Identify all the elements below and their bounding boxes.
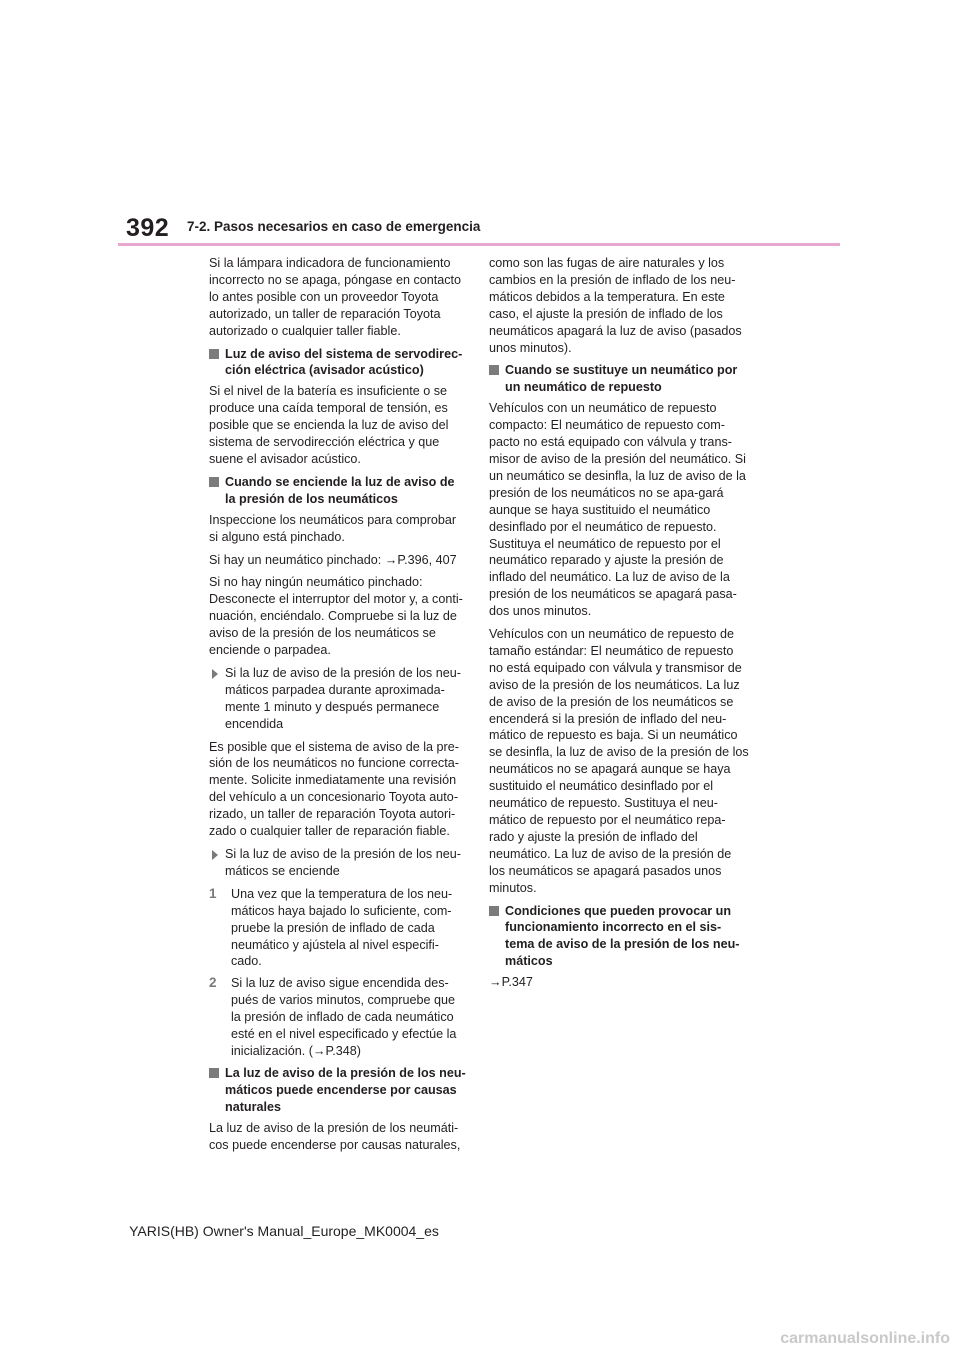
step-1 — [209, 886, 467, 971]
sub-bullet — [209, 846, 467, 880]
footer-manual-id: YARIS(HB) Owner's Manual_Europe_MK0004_es — [129, 1223, 439, 1239]
heading-text: Cuando se sustituye un neumático por un neumático de repuesto — [505, 363, 738, 395]
paragraph: Es posible que el sistema de aviso de la pre-sión de los neumáticos no funcione correcta-mente. Solicite inmediatamente una revisión del vehículo a un concesionario Toyota auto-rizado, un taller de reparación Toyota autori-zado o cualquier taller de reparación fiable. — [209, 739, 459, 839]
heading-text: Luz de aviso del sistema de servodirec-ción eléctrica (avisador acústico) — [225, 346, 463, 378]
triangle-bullet-icon — [212, 669, 218, 679]
paragraph: Si el nivel de la batería es insuficiente o se produce una caída temporal de tensión, es posible que se encienda la luz de aviso del sistema de servodirección eléctrica y que suene el avisador acústico. — [209, 384, 449, 466]
heading-tire-pressure-light — [209, 474, 467, 508]
paragraph: Vehículos con un neumático de repuesto compacto: El neumático de repuesto com-pacto no está equipado con válvula y trans-misor de aviso de la presión del neumático. Si un neumático se desinfla, la luz de aviso de la presión de los neumáticos no se apa-gará aunque se haya sustituido el neumático desinflado por el neumático de repuesto. Sustituya el neumático de repuesto por el neumático reparado y ajuste la presión de inflado del neumático. La luz de aviso de la presión de los neumáticos se apagará pasa-dos unos minutos. — [489, 401, 746, 619]
intro-paragraph: Si la lámpara indicadora de funcionamiento incorrecto no se apaga, póngase en contacto lo antes posible con un proveedor Toyota autorizado, un taller de reparación Toyota autorizado o cualquier taller fiable. — [209, 256, 462, 338]
heading-natural-causes — [209, 1065, 467, 1116]
square-bullet-icon — [209, 349, 219, 359]
heading-text: Cuando se enciende la luz de aviso de la presión de los neumáticos — [225, 474, 455, 506]
step-text: Una vez que la temperatura de los neu-máticos haya bajado lo suficiente, com-pruebe la presión de inflado de cada neumático y ajústela al nivel especifi-cado. — [231, 886, 453, 969]
paragraph: Inspeccione los neumáticos para comprobar si alguno está pinchado. — [209, 512, 457, 544]
watermark: carmanualsonline.info — [780, 1330, 950, 1347]
heading-spare-tire — [489, 362, 749, 396]
heading-text: La luz de aviso de la presión de los neu-máticos puede encenderse por causas naturales — [225, 1065, 466, 1114]
step-2 — [209, 975, 467, 1060]
heading-power-steering — [209, 346, 467, 380]
square-bullet-icon — [489, 365, 499, 375]
section-title: 7-2. Pasos necesarios en caso de emergencia — [187, 219, 481, 234]
page-number: 392 — [126, 214, 170, 242]
paragraph: como son las fugas de aire naturales y los cambios en la presión de inflado de los neu-máticos debidos a la temperatura. En este caso, el ajuste la presión de inflado de los neumáticos apagará la luz de aviso (pasados unos minutos). — [489, 256, 742, 355]
paragraph: La luz de aviso de la presión de los neumáti-cos puede encenderse por causas naturales, — [209, 1120, 461, 1152]
triangle-bullet-icon — [212, 850, 218, 860]
heading-text: Condiciones que pueden provocar un funcionamiento incorrecto en el sis-tema de aviso de la presión de los neu-máticos — [505, 903, 740, 969]
bullet-text: Si la luz de aviso de la presión de los neu-máticos parpadea durante aproximada-mente 1 minuto y después permanece encendida — [225, 665, 461, 731]
square-bullet-icon — [209, 477, 219, 487]
step-text: Si la luz de aviso sigue encendida des-pués de varios minutos, compruebe que la presión de inflado de cada neumático esté en el nivel especificado y efectúe la inicialización. (→P.348) — [231, 976, 457, 1058]
page-reference: →P.347 — [489, 975, 533, 990]
bullet-text: Si la luz de aviso de la presión de los neu-máticos se enciende — [225, 847, 461, 878]
square-bullet-icon — [489, 906, 499, 916]
square-bullet-icon — [209, 1068, 219, 1078]
right-column — [489, 255, 749, 997]
step-number: 2 — [209, 975, 217, 991]
left-column — [209, 255, 467, 1153]
step-number: 1 — [209, 885, 217, 901]
sub-bullet — [209, 665, 467, 733]
heading-malfunction-conditions — [489, 903, 749, 971]
paragraph: Si hay un neumático pinchado: →P.396, 407 — [209, 552, 457, 567]
paragraph: Si no hay ningún neumático pinchado: Desconecte el interruptor del motor y, a conti-nuación, enciéndalo. Compruebe si la luz de aviso de la presión de los neumáticos se enciende o parpadea. — [209, 575, 463, 658]
paragraph: Vehículos con un neumático de repuesto de tamaño estándar: El neumático de repuesto no está equipado con válvula y transmisor de aviso de la presión de los neumáticos. La luz de aviso de la presión de los neumáticos se encenderá si la presión de inflado del neu-mático de repuesto es baja. Si un neumático se desinfla, la luz de aviso de la presión de los neumáticos no se apagará aunque se haya sustituido el neumático desinflado por el neumático de repuesto. Sustituya el neu-mático de repuesto por el neumático repa-rado y ajuste la presión de inflado del neumático. La luz de aviso de la presión de los neumáticos se apagará pasados unos minutos. — [489, 627, 749, 895]
header-rule — [118, 243, 840, 246]
